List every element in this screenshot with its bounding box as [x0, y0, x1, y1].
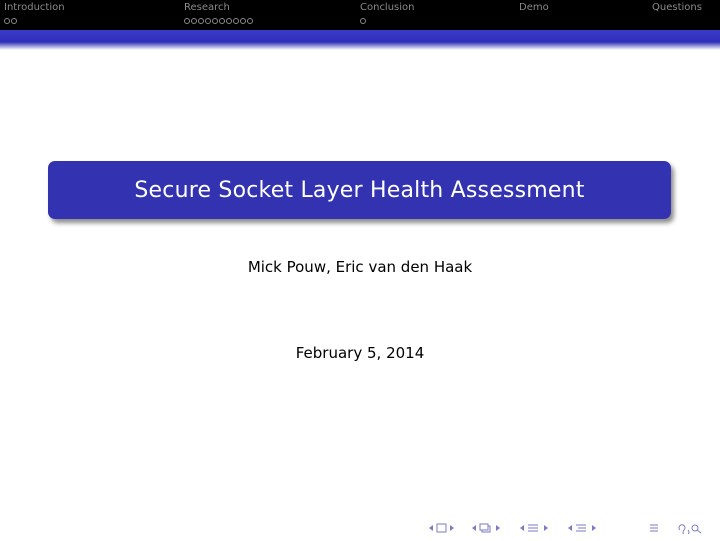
frame-dot[interactable] [205, 18, 211, 24]
frame-dot[interactable] [240, 18, 246, 24]
frame-navigation-icon[interactable] [470, 520, 514, 536]
search-icon[interactable] [677, 520, 707, 536]
align-icon[interactable] [648, 520, 660, 536]
presentation-title: Secure Socket Layer Health Assessment [134, 177, 585, 203]
section-navigation-icon[interactable] [566, 520, 610, 536]
title-block [48, 161, 671, 219]
authors: Mick Pouw, Eric van den Haak [247, 258, 473, 276]
frame-dot[interactable] [233, 18, 239, 24]
frame-dots-research [184, 16, 253, 26]
section-link-research[interactable]: Research [184, 2, 230, 13]
header-gradient-bar [0, 30, 720, 50]
frame-dot[interactable] [11, 18, 17, 24]
section-link-demo[interactable]: Demo [519, 2, 549, 13]
frame-dot[interactable] [4, 18, 10, 24]
slide-navigation-icon[interactable] [427, 520, 467, 536]
section-link-questions[interactable]: Questions [652, 2, 702, 13]
frame-dot[interactable] [219, 18, 225, 24]
frame-dots-conclusion [360, 16, 366, 26]
frame-dot[interactable] [184, 18, 190, 24]
frame-dots-introduction [4, 16, 17, 26]
section-link-introduction[interactable]: Introduction [4, 2, 65, 13]
section-link-conclusion[interactable]: Conclusion [360, 2, 415, 13]
frame-dot[interactable] [226, 18, 232, 24]
subsection-navigation-icon[interactable] [518, 520, 562, 536]
frame-dot[interactable] [247, 18, 253, 24]
frame-dot[interactable] [198, 18, 204, 24]
frame-dot[interactable] [191, 18, 197, 24]
navigation-headline [0, 0, 720, 30]
presentation-date: February 5, 2014 [295, 344, 425, 362]
frame-dot[interactable] [360, 18, 366, 24]
frame-dot[interactable] [212, 18, 218, 24]
